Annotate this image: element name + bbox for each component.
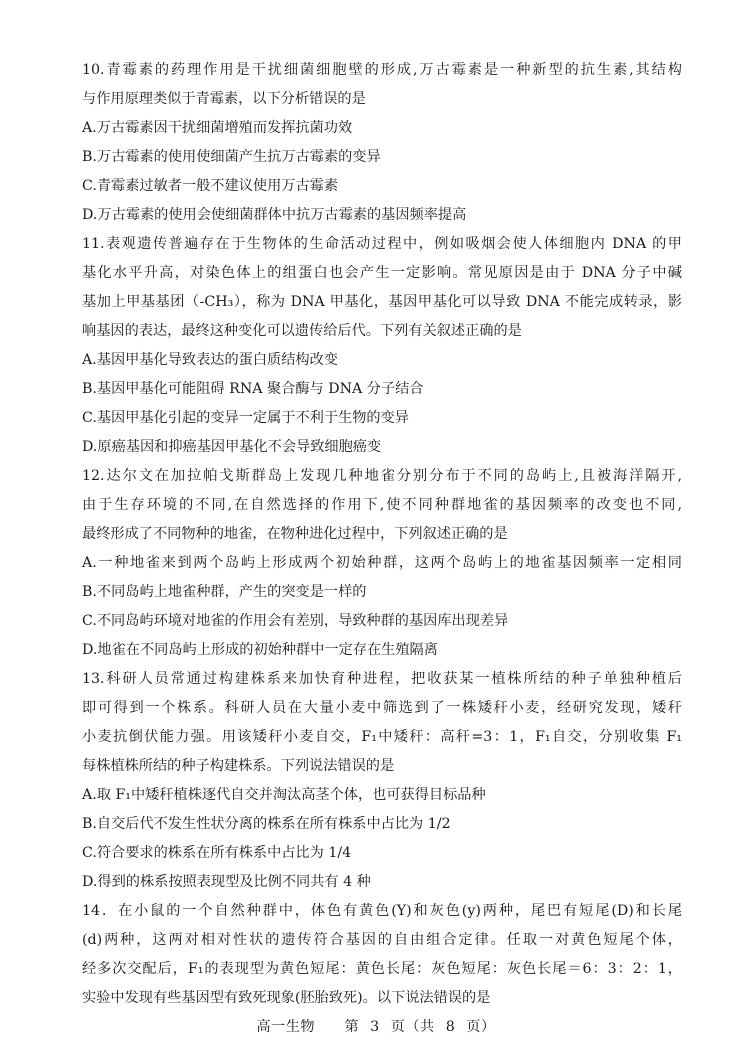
question-12-stem-line-1: 12.达尔文在加拉帕戈斯群岛上发现几种地雀分别分布于不同的岛屿上,且被海洋隔开, [82, 468, 682, 484]
question-11-option-c: C.基因甲基化引起的变异一定属于不利于生物的变异 [82, 410, 409, 426]
question-11-stem-line-2: 基化水平升高，对染色体上的组蛋白也会产生一定影响。常见原因是由于 DNA 分子中碱 [82, 265, 682, 281]
question-10-option-a: A.万古霉素因干扰细菌增殖而发挥抗菌功效 [82, 120, 353, 136]
question-11-option-d: D.原癌基因和抑癌基因甲基化不会导致细胞癌变 [82, 439, 382, 455]
question-11-option-b: B.基因甲基化可能阻碍 RNA 聚合酶与 DNA 分子结合 [82, 381, 424, 397]
question-13-option-a: A.取 F₁中矮秆植株逐代自交并淘汰高茎个体，也可获得目标品种 [82, 787, 486, 803]
question-11-stem-line-4: 响基因的表达，最终这种变化可以遗传给后代。下列有关叙述正确的是 [82, 323, 522, 339]
question-13-option-b: B.自交后代不发生性状分离的株系在所有株系中占比为 1/2 [82, 816, 451, 832]
question-14-stem-line-1: 14．在小鼠的一个自然种群中，体色有黄色(Y)和灰色(y)两种，尾巴有短尾(D)和长尾 [82, 903, 682, 919]
question-12-option-b: B.不同岛屿上地雀种群，产生的突变是一样的 [82, 584, 367, 600]
question-14-stem-line-3: 经多次交配后，F₁的表现型为黄色短尾：黄色长尾：灰色短尾：灰色长尾＝6：3：2：1， [82, 961, 682, 977]
question-10-option-d: D.万古霉素的使用会使细菌群体中抗万古霉素的基因频率提高 [82, 207, 467, 223]
question-12-option-c: C.不同岛屿环境对地雀的作用会有差别，导致种群的基因库出现差异 [82, 613, 509, 629]
question-13-stem-line-1: 13.科研人员常通过构建株系来加快育种进程，把收获某一植株所结的种子单独种植后 [82, 671, 682, 687]
question-12-stem-line-2: 由于生存环境的不同,在自然选择的作用下,使不同种群地雀的基因频率的改变也不同, [82, 497, 682, 513]
question-10-stem-line-2: 与作用原理类似于青霉素，以下分析错误的是 [82, 91, 366, 107]
question-10-stem-line-1: 10.青霉素的药理作用是干扰细菌细胞壁的形成,万古霉素是一种新型的抗生素,其结构 [82, 62, 682, 78]
question-13-stem-line-3: 小麦抗倒伏能力强。用该矮秆小麦自交，F₁中矮秆：高秆=3：1，F₁自交，分别收集 F₁ [82, 729, 682, 745]
question-10-option-b: B.万古霉素的使用使细菌产生抗万古霉素的变异 [82, 149, 381, 165]
question-12-option-d: D.地雀在不同岛屿上形成的初始种群中一定存在生殖隔离 [82, 642, 438, 658]
question-13-stem-line-2: 即可得到一个株系。科研人员在大量小麦中筛选到了一株矮秆小麦，经研究发现，矮秆 [82, 700, 682, 716]
question-14-stem-line-4: 实验中发现有些基因型有致死现象(胚胎致死)。以下说法错误的是 [82, 990, 491, 1006]
question-14-stem-line-2: (d)两种，这两对相对性状的遗传符合基因的自由组合定律。任取一对黄色短尾个体， [82, 932, 682, 948]
question-11-option-a: A.基因甲基化导致表达的蛋白质结构改变 [82, 352, 338, 368]
page-footer: 高一生物 第 3 页（共 8 页） [256, 1019, 496, 1035]
question-12-stem-line-3: 最终形成了不同物种的地雀，在物种进化过程中，下列叙述正确的是 [82, 526, 508, 542]
question-13-stem-line-4: 每株植株所结的种子构建株系。下列说法错误的是 [82, 758, 395, 774]
question-11-stem-line-3: 基加上甲基基团（-CH₃），称为 DNA 甲基化，基因甲基化可以导致 DNA 不能完成转录，影 [82, 294, 682, 310]
question-12-option-a: A.一种地雀来到两个岛屿上形成两个初始种群，这两个岛屿上的地雀基因频率一定相同 [82, 555, 682, 571]
question-13-option-c: C.符合要求的株系在所有株系中占比为 1/4 [82, 845, 352, 861]
question-10-option-c: C.青霉素过敏者一般不建议使用万古霉素 [82, 178, 339, 194]
question-11-stem-line-1: 11.表观遗传普遍存在于生物体的生命活动过程中，例如吸烟会使人体细胞内 DNA 的甲 [82, 236, 682, 252]
question-13-option-d: D.得到的株系按照表现型及比例不同共有 4 种 [82, 874, 371, 890]
